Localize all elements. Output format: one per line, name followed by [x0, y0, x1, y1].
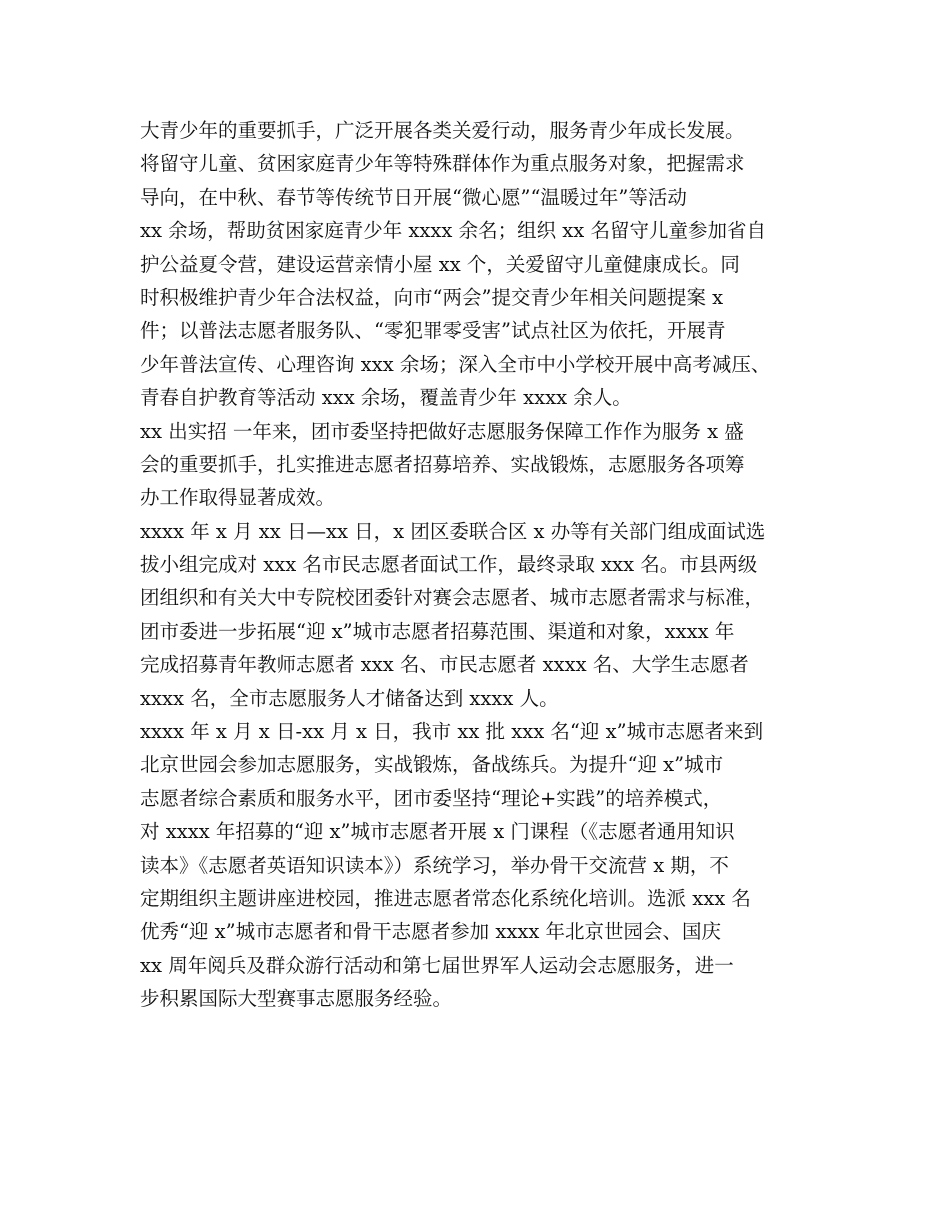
text-line: 大青少年的重要抓手，广泛开展各类关爱行动，服务青少年成长发展。 — [140, 119, 745, 142]
text-line: 团组织和有关大中专院校团委针对赛会志愿者、城市志愿者需求与标准， — [140, 586, 765, 610]
text-line: xxxx 年 x 月 x 日-xx 月 x 日，我市 xx 批 xxx 名“迎 x”城市志愿者来到 — [140, 720, 764, 744]
text-line: 护公益夏令营，建设运营亲情小屋 xx 个，关爱留守儿童健康成长。同 — [140, 252, 740, 276]
text-line: 北京世园会参加志愿服务，实战锻炼，备战练兵。为提升“迎 x”城市 — [140, 753, 724, 777]
text-line: 读本》《志愿者英语知识读本》）系统学习，举办骨干交流营 x 期，不 — [140, 853, 729, 877]
text-line: 步积累国际大型赛事志愿服务经验。 — [140, 987, 453, 1011]
document-body — [140, 114, 830, 1016]
text-line: 对 xxxx 年招募的“迎 x”城市志愿者开展 x 门课程（《志愿者通用知识 — [140, 820, 735, 844]
text-line: 团市委进一步拓展“迎 x”城市志愿者招募范围、渠道和对象，xxxx 年 — [140, 619, 735, 643]
text-line: 时积极维护青少年合法权益，向市“两会”提交青少年相关问题提案 x — [140, 285, 724, 309]
text-line: 将留守儿童、贫困家庭青少年等特殊群体作为重点服务对象，把握需求 — [140, 152, 745, 176]
text-line: 办工作取得显著成效。 — [140, 486, 336, 510]
text-line: xx 出实招 一年来，团市委坚持把做好志愿服务保障工作作为服务 x 盛 — [140, 419, 744, 443]
text-line: xxxx 年 x 月 xx 日—xx 日，x 团区委联合区 x 办等有关部门组成面试选 — [140, 519, 766, 543]
text-line: 青春自护教育等活动 xxx 余场，覆盖青少年 xxxx 余人。 — [140, 386, 632, 410]
text-line: 完成招募青年教师志愿者 xxx 名、市民志愿者 xxxx 名、大学生志愿者 — [140, 653, 749, 677]
text-line: xx 周年阅兵及群众游行活动和第七届世界军人运动会志愿服务，进一 — [140, 953, 734, 977]
text-line: 导向，在中秋、春节等传统节日开展“微心愿”“温暖过年”等活动 — [140, 185, 687, 209]
text-line: 优秀“迎 x”城市志愿者和骨干志愿者参加 xxxx 年北京世园会、国庆 — [140, 920, 722, 944]
text-line: 拔小组完成对 xxx 名市民志愿者面试工作，最终录取 xxx 名。市县两级 — [140, 553, 758, 577]
text-line: 定期组织主题讲座进校园，推进志愿者常态化系统化培训。选派 xxx 名 — [140, 886, 751, 910]
text-line: 少年普法宣传、心理咨询 xxx 余场；深入全市中小学校开展中高考减压、 — [140, 352, 771, 376]
text-line: xxxx 名，全市志愿服务人才储备达到 xxxx 人。 — [140, 686, 559, 710]
text-line: 会的重要抓手，扎实推进志愿者招募培养、实战锻炼，志愿服务各项筹 — [140, 452, 745, 476]
text-line: 件；以普法志愿者服务队、“零犯罪零受害”试点社区为依托，开展青 — [140, 319, 726, 343]
text-line: 志愿者综合素质和服务水平，团市委坚持“理论+实践”的培养模式， — [140, 786, 723, 810]
text-line: xx 余场，帮助贫困家庭青少年 xxxx 余名；组织 xx 名留守儿童参加省自 — [140, 219, 766, 243]
